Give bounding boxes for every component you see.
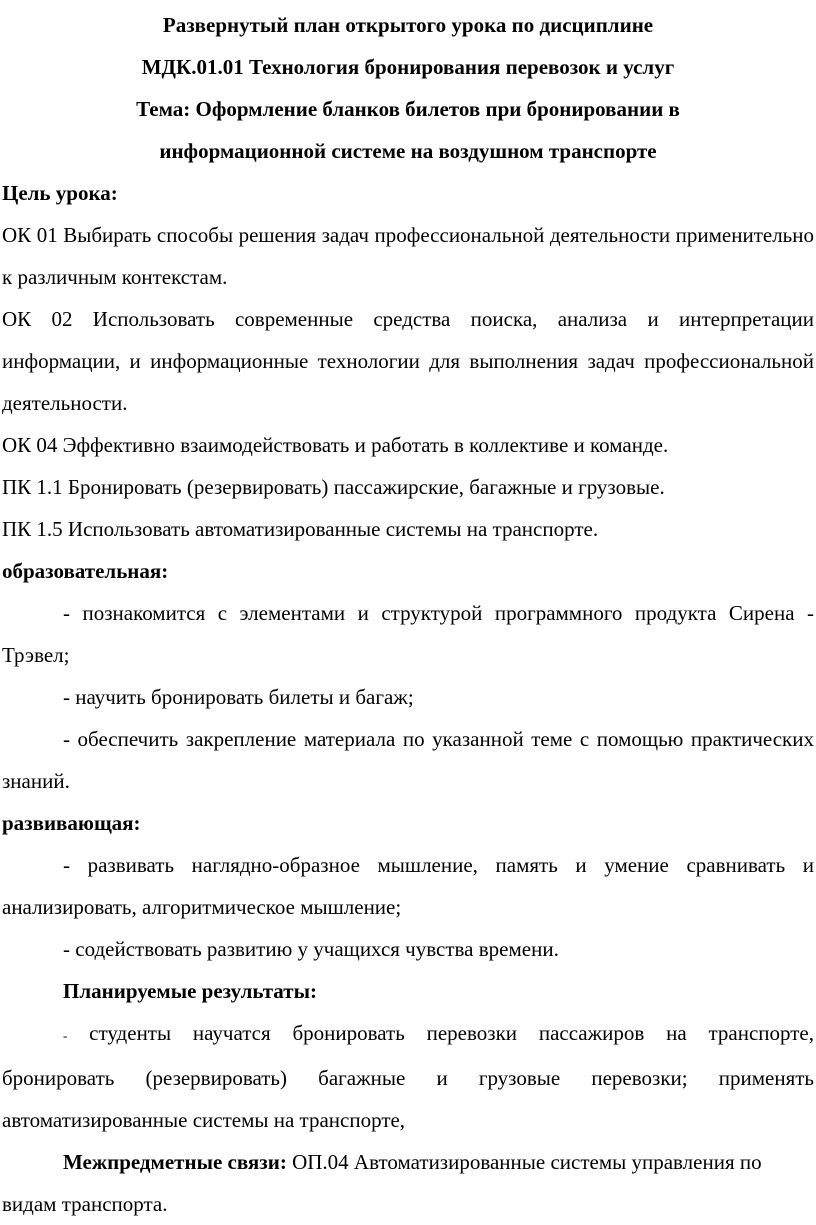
- links-paragraph: [2, 1141, 814, 1225]
- pk11-paragraph: ПК 1.1 Бронировать (резервировать) пассажирские, багажные и грузовые.: [2, 475, 665, 499]
- developing-item-1: - развивать наглядно-образное мышление, память и умение сравнивать и анализировать, алгоритмическое мышление;: [2, 853, 814, 919]
- pk15-paragraph: ПК 1.5 Использовать автоматизированные системы на транспорте.: [2, 517, 599, 541]
- ok01-paragraph: ОК 01 Выбирать способы решения задач профессиональной деятельности применительно к различным контекстам.: [2, 223, 814, 289]
- ok04-paragraph: ОК 04 Эффективно взаимодействовать и работать в коллективе и команде.: [2, 433, 669, 457]
- results-dash: -: [63, 1028, 68, 1043]
- ok02-paragraph: ОК 02 Использовать современные средства поиска, анализа и интерпретации информации, и информационные технологии для выполнения задач профессиональной деятельности.: [2, 307, 814, 415]
- title-line-1: Развернутый план открытого урока по дисциплине: [162, 13, 654, 37]
- results-paragraph: [2, 1012, 814, 1141]
- goal-heading: Цель урока:: [2, 181, 118, 205]
- links-label: Межпредметные связи:: [63, 1150, 287, 1174]
- educational-item-3: - обеспечить закрепление материала по указанной теме с помощью практических знаний.: [2, 727, 814, 793]
- results-heading: Планируемые результаты:: [63, 979, 317, 1003]
- educational-item-2: - научить бронировать билеты и багаж;: [63, 685, 414, 709]
- developing-heading: развивающая:: [2, 811, 141, 835]
- title-line-2: МДК.01.01 Технология бронирования перевозок и услуг: [141, 55, 675, 79]
- topic-line-2: информационной системе на воздушном транспорте: [159, 139, 657, 163]
- developing-item-2: - содействовать развитию у учащихся чувства времени.: [63, 937, 559, 961]
- links-text: ОП.04 Автоматизированные системы управления по видам транспорта.: [2, 1150, 762, 1216]
- educational-item-1: - познакомится с элементами и структурой программного продукта Сирена - Трэвел;: [2, 601, 814, 667]
- results-text: студенты научатся бронировать перевозки пассажиров на транспорте, бронировать (резервировать) багажные и грузовые перевозки; применять автоматизированные системы на транспорте,: [2, 1021, 814, 1132]
- educational-heading: образовательная:: [2, 559, 169, 583]
- topic-line-1: Тема: Оформление бланков билетов при бронировании в: [136, 97, 680, 121]
